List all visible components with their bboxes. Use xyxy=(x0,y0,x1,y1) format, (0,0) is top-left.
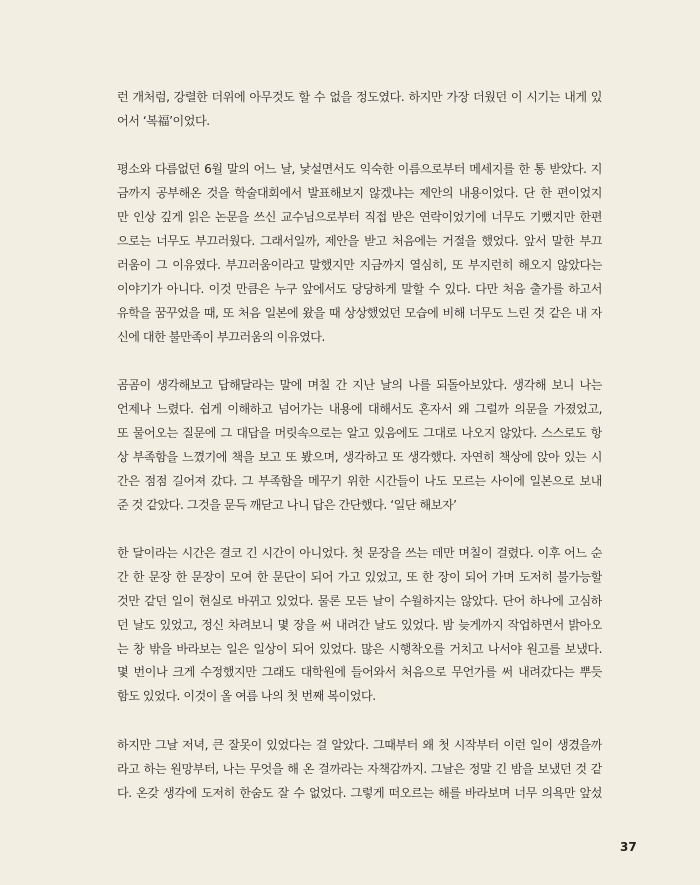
page-body xyxy=(117,86,602,806)
text-line: 만 인상 깊게 읽은 논문을 쓰신 교수님으로부터 직접 받은 연락이었기에 너무도 기뻤지만 한편 xyxy=(117,210,602,225)
text-line: 곰곰이 생각해보고 답해달라는 말에 며칠 간 지난 날의 나를 되돌아보았다. 생각해 보니 나는 xyxy=(117,378,602,393)
text-line: 유학을 꿈꾸었을 때, 또 처음 일본에 왔을 때 상상했었던 모습에 비해 너무도 느린 것 같은 내 자 xyxy=(117,305,602,320)
text-line: 간 한 문장 한 문장이 모여 한 문단이 되어 가고 있었고, 또 한 장이 되어 가며 도저히 불가능할 xyxy=(117,569,602,584)
paragraph-5 xyxy=(117,734,602,806)
text-line: 것만 같던 일이 현실로 바뀌고 있었다. 물론 모든 날이 수월하지는 않았다. 단어 하나에 고심하 xyxy=(117,593,602,608)
text-line: 런 개처럼, 강렬한 더위에 아무것도 할 수 없을 정도였다. 하지만 가장 더웠던 이 시기는 내게 있 xyxy=(117,90,602,104)
text-line: 한 달이라는 시간은 결코 긴 시간이 아니었다. 첫 문장을 쓰는 데만 며칠이 걸렸다. 이후 어느 순 xyxy=(117,546,602,561)
text-line: 언제나 느렸다. 쉽게 이해하고 넘어가는 내용에 대해서도 혼자서 왜 그럴까 의문을 가졌었고, xyxy=(117,401,602,416)
text-line: 몇 번이나 크게 수정했지만 그래도 대학원에 들어와서 처음으로 무언가를 써 내려갔다는 뿌듯 xyxy=(117,665,602,680)
text-line: 는 창 밖을 바라보는 일은 일상이 되어 있었다. 많은 시행착오를 거치고 나서야 원고를 보냈다. xyxy=(117,641,602,656)
text-line: 상 부족함을 느꼈기에 책을 보고 또 봤으며, 생각하고 또 생각했다. 자연히 책상에 앉아 있는 시 xyxy=(117,449,602,464)
paragraph-1 xyxy=(117,86,602,134)
text-line: 금까지 공부해온 것을 학술대회에서 발표해보지 않겠냐는 제안의 내용이었다. 단 한 편이었지 xyxy=(117,186,602,201)
text-line: 하지만 그날 저녁, 큰 잘못이 있었다는 걸 알았다. 그때부터 왜 첫 시작부터 이런 일이 생겼을까 xyxy=(117,737,602,752)
text-line: 함도 있었다. 이것이 올 여름 나의 첫 번째 복이었다. xyxy=(117,689,376,704)
text-line: 던 날도 있었고, 정신 차려보니 몇 장을 써 내려간 날도 있었다. 밤 늦게까지 작업하면서 밝아오 xyxy=(117,617,602,632)
paragraph-3 xyxy=(117,374,602,517)
page-number: 37 xyxy=(620,840,637,854)
text-line: 준 것 같았다. 그것을 문득 깨닫고 나니 답은 간단했다. ‘일단 해보자’ xyxy=(117,497,457,512)
text-line: 으로는 너무도 부끄러웠다. 그래서일까, 제안을 받고 처음에는 거절을 했었다. 앞서 말한 부끄 xyxy=(117,234,602,249)
paragraph-2 xyxy=(117,158,602,349)
text-line: 다. 온갖 생각에 도저히 한숨도 잘 수 없었다. 그렇게 떠오르는 해를 바라보며 너무 의욕만 앞섰 xyxy=(117,785,602,800)
text-line: 러움이 그 이유였다. 부끄러움이라고 말했지만 지금까지 열심히, 또 부지런히 해오지 않았다는 xyxy=(117,257,602,272)
text-line: 또 물어오는 질문에 그 대답을 머릿속으로는 알고 있음에도 그대로 나오지 않았다. 스스로도 항 xyxy=(117,425,602,440)
text-line: 간은 점점 길어져 갔다. 그 부족함을 메꾸기 위한 시간들이 나도 모르는 사이에 일본으로 보내 xyxy=(117,473,602,488)
text-line: 이야기가 아니다. 이것 만큼은 누구 앞에서도 당당하게 말할 수 있다. 다만 처음 출가를 하고서 xyxy=(117,281,602,296)
text-line: 신에 대한 불만족이 부끄러움의 이유였다. xyxy=(117,329,325,344)
text-line: 어서 ‘복福’이었다. xyxy=(117,113,210,128)
text-line: 평소와 다름없던 6월 말의 어느 날, 낯설면서도 익숙한 이름으로부터 메세지를 한 통 받았다. 지 xyxy=(117,162,602,177)
text-line: 라고 하는 원망부터, 나는 무엇을 해 온 걸까라는 자책감까지. 그날은 정말 긴 밤을 보냈던 것 같 xyxy=(117,761,602,776)
paragraph-4 xyxy=(117,542,602,709)
